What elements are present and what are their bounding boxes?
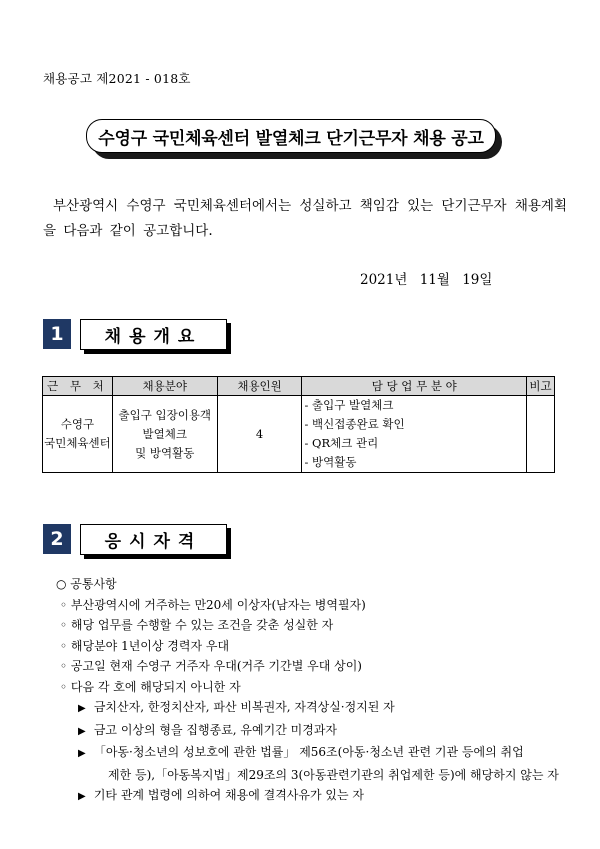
section-2-title: 응시자격 xyxy=(104,532,203,552)
list-item: ◦ 공고일 현재 수영구 거주자 우대(거주 기간별 우대 상이) xyxy=(60,659,362,673)
table-header-row xyxy=(43,377,555,396)
list-item: ◦ 다음 각 호에 해당되지 아니한 자 xyxy=(60,679,241,694)
section-1-title: 채용개요 xyxy=(104,327,203,347)
section-2-heading xyxy=(80,524,227,555)
cell-duties xyxy=(302,396,527,473)
page-title: 수영구 국민체육센터 발열체크 단기근무자 채용 공고 xyxy=(98,128,484,149)
section-2-number: 2 xyxy=(43,524,71,554)
field-line: 발열체크 xyxy=(142,426,187,441)
duty-item: - 백신접종완료 확인 xyxy=(304,417,405,431)
recruitment-table xyxy=(42,376,555,473)
sub-item-text: 금치산자, 한정치산자, 파산 비복권자, 자격상실·정지된 자 xyxy=(93,700,395,714)
workplace-line: 수영구 xyxy=(60,417,95,431)
header-duties: 담 당 업 무 분 야 xyxy=(302,377,527,396)
notice-date: 2021년 11월 19일 xyxy=(360,272,493,288)
sub-list-item xyxy=(52,785,559,808)
notice-number: 채용공고 제2021 - 018호 xyxy=(43,71,191,86)
duty-item: - 방역활동 xyxy=(304,455,357,469)
section-1-number: 1 xyxy=(43,319,71,349)
sub-item-text: 기타 관계 법령에 의하여 채용에 결격사유가 있는 자 xyxy=(93,788,364,802)
header-count: 채용인원 xyxy=(217,377,302,396)
sub-list-item xyxy=(52,742,559,765)
triangle-bullet-icon: ▶ xyxy=(78,748,86,759)
header-note: 비고 xyxy=(527,377,555,396)
title-banner xyxy=(86,119,502,159)
section-1-heading xyxy=(80,319,227,350)
qualification-list xyxy=(52,574,559,808)
table-row xyxy=(43,396,555,473)
list-item: ◦ 해당 업무를 수행할 수 있는 조건을 갖춘 성실한 자 xyxy=(60,618,334,632)
duty-item: - QR체크 관리 xyxy=(304,436,379,450)
field-line: 및 방역활동 xyxy=(135,445,195,460)
sub-list-item xyxy=(52,720,559,743)
triangle-bullet-icon: ▶ xyxy=(78,725,86,737)
list-item: ◦ 해당분야 1년이상 경력자 우대 xyxy=(60,638,230,653)
sub-list-item-continued: 제한 등),「아동복지법」제29조의 3(아동관련기관의 취업제한 등)에 해당하지 않는 자 xyxy=(108,767,559,782)
sub-list-item xyxy=(52,697,559,720)
triangle-bullet-icon: ▶ xyxy=(78,791,86,802)
cell-note xyxy=(527,396,555,473)
cell-field xyxy=(112,396,217,473)
qualification-heading: ○ 공통사항 xyxy=(56,577,117,591)
sub-item-text: 금고 이상의 형을 집행종료, 유예기간 미경과자 xyxy=(93,722,337,737)
header-workplace: 근 무 처 xyxy=(43,377,113,396)
triangle-bullet-icon: ▶ xyxy=(78,703,86,714)
header-field: 채용분야 xyxy=(112,377,217,396)
duty-item: - 출입구 발열체크 xyxy=(304,398,394,412)
cell-workplace xyxy=(43,396,113,473)
title-frame xyxy=(86,119,496,153)
intro-paragraph: 부산광역시 수영구 국민체육센터에서는 성실하고 책임감 있는 단기근무자 채용계획을 다음과 같이 공고합니다. xyxy=(43,198,567,239)
sub-item-text: 「아동·청소년의 성보호에 관한 법률」 제56조(아동·청소년 관련 기관 등에의 취업 xyxy=(93,745,524,759)
workplace-line: 국민체육센터 xyxy=(44,436,111,450)
field-line: 출입구 입장이용객 xyxy=(118,407,212,422)
list-item: ◦ 부산광역시에 거주하는 만20세 이상자(남자는 병역필자) xyxy=(60,597,366,612)
cell-count: 4 xyxy=(217,396,302,473)
